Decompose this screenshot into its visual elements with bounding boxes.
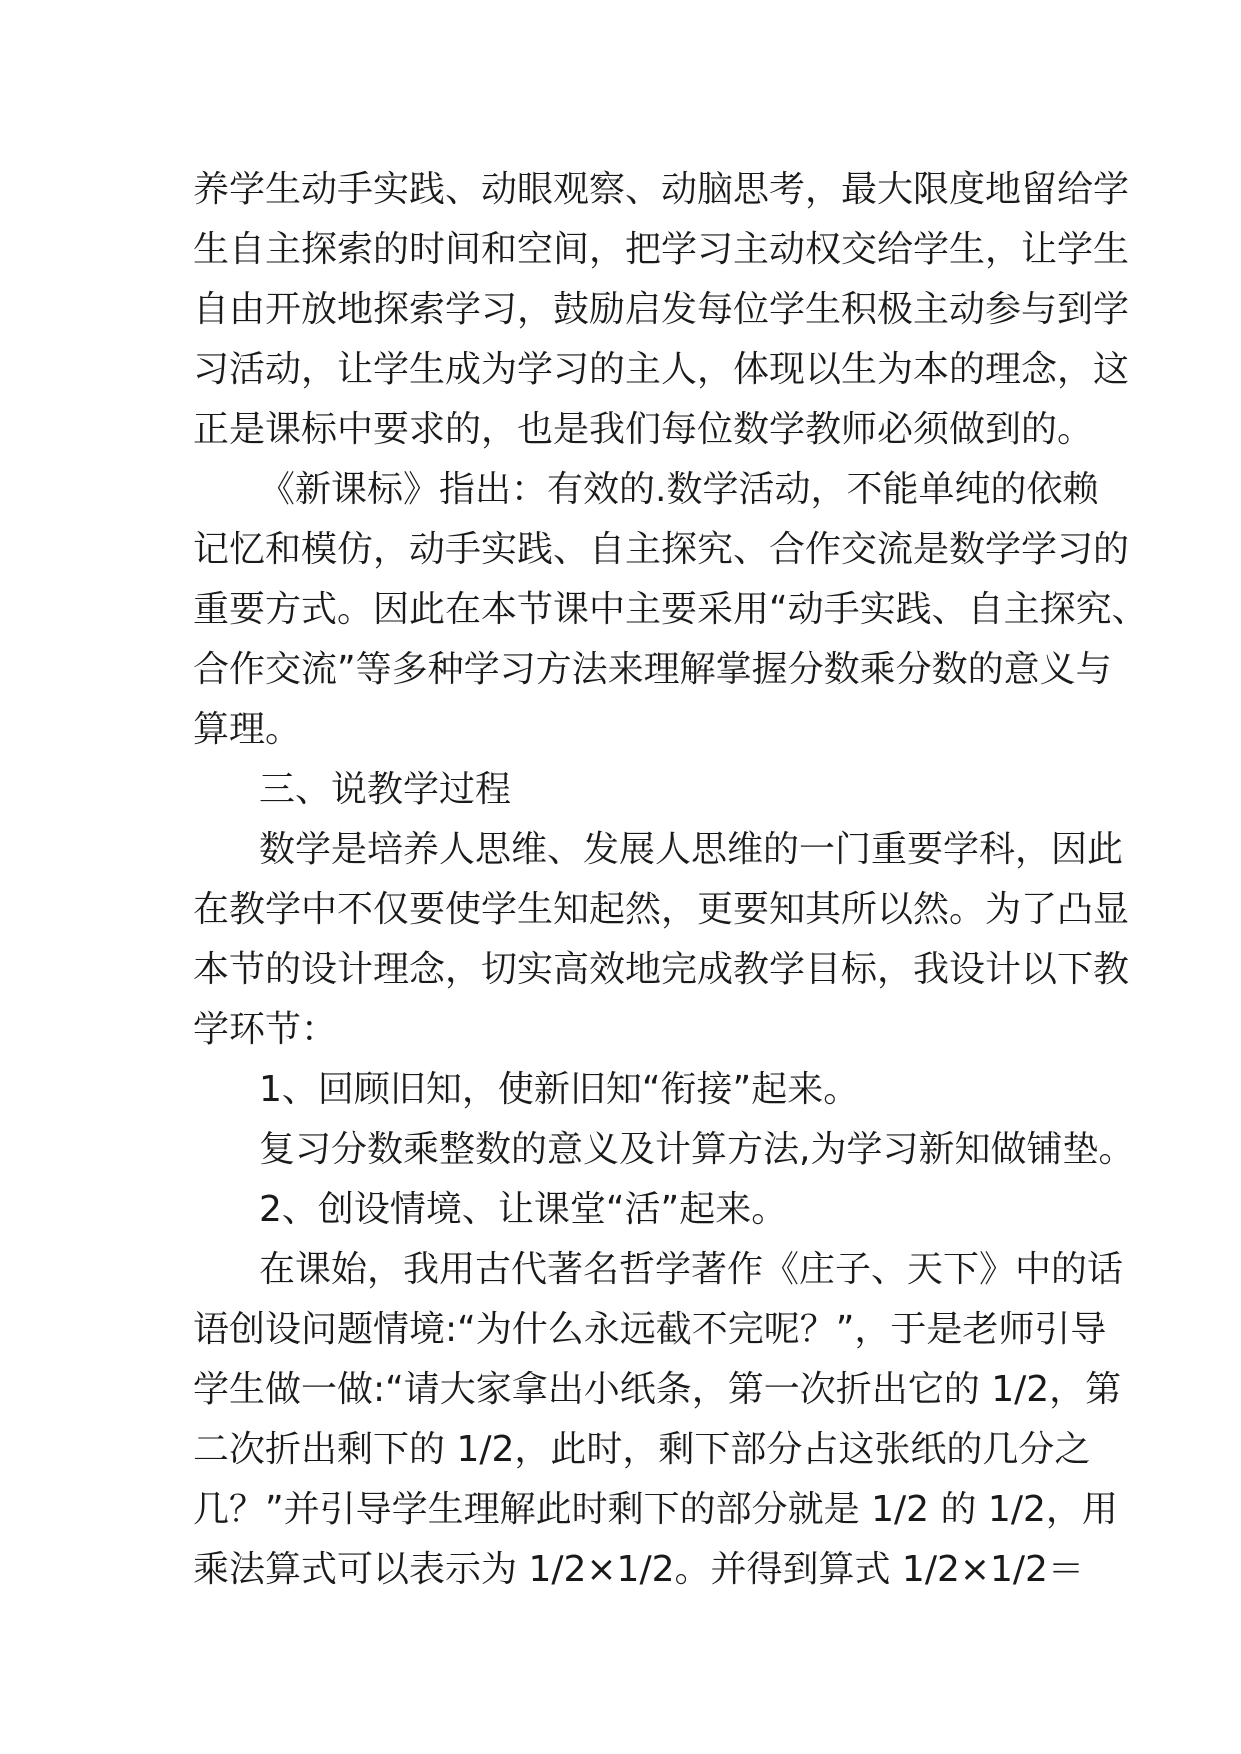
subsection-heading: 1、回顾旧知，使新旧知“衔接”起来。 [259,1069,860,1110]
subsection-heading: 2、创设情境、让课堂“活”起来。 [259,1189,788,1230]
text-line: 复习分数乘整数的意义及计算方法,为学习新知做铺垫。 [259,1129,1135,1170]
text-line: 记忆和模仿，动手实践、自主探究、合作交流是数学学习的 [193,529,1130,570]
text-line: 学生做一做:“请大家拿出小纸条，第一次折出它的 1/2，第 [193,1369,1122,1410]
text-line: 习活动，让学生成为学习的主人，体现以生为本的理念，这 [193,349,1130,390]
body-text [193,160,1148,1600]
text-line: 在教学中不仅要使学生知起然，更要知其所以然。为了凸显 [193,889,1130,930]
text-line: 重要方式。因此在本节课中主要采用“动手实践、自主探究、 [193,589,1148,630]
text-line: 养学生动手实践、动眼观察、动脑思考，最大限度地留给学 [193,169,1130,210]
text-line: 在课始，我用古代著名哲学著作《庄子、天下》中的话 [259,1249,1124,1290]
text-line: 二次折出剩下的 1/2，此时，剩下部分占这张纸的几分之 [193,1429,1091,1470]
text-line: 语创设问题情境:“为什么永远截不完呢？”，于是老师引导 [193,1309,1107,1350]
text-line: 数学是培养人思维、发展人思维的一门重要学科，因此 [259,829,1124,870]
text-line: 《新课标》指出：有效的.数学活动，不能单纯的依赖 [259,469,1099,510]
text-line: 算理。 [193,709,302,750]
section-heading: 三、说教学过程 [259,769,512,810]
text-line: 几？”并引导学生理解此时剩下的部分就是 1/2 的 1/2，用 [193,1489,1118,1530]
text-line: 正是课标中要求的，也是我们每位数学教师必须做到的。 [193,409,1094,450]
text-line: 本节的设计理念，切实高效地完成教学目标，我设计以下教 [193,949,1130,990]
text-line: 自由开放地探索学习，鼓励启发每位学生积极主动参与到学 [193,289,1130,330]
text-line: 合作交流”等多种学习方法来理解掌握分数乘分数的意义与 [193,649,1112,690]
text-line: 学环节： [193,1009,338,1050]
text-line: 乘法算式可以表示为 1/2×1/2。并得到算式 1/2×1/2＝ [193,1549,1084,1590]
text-line: 生自主探索的时间和空间，把学习主动权交给学生，让学生 [193,229,1130,270]
